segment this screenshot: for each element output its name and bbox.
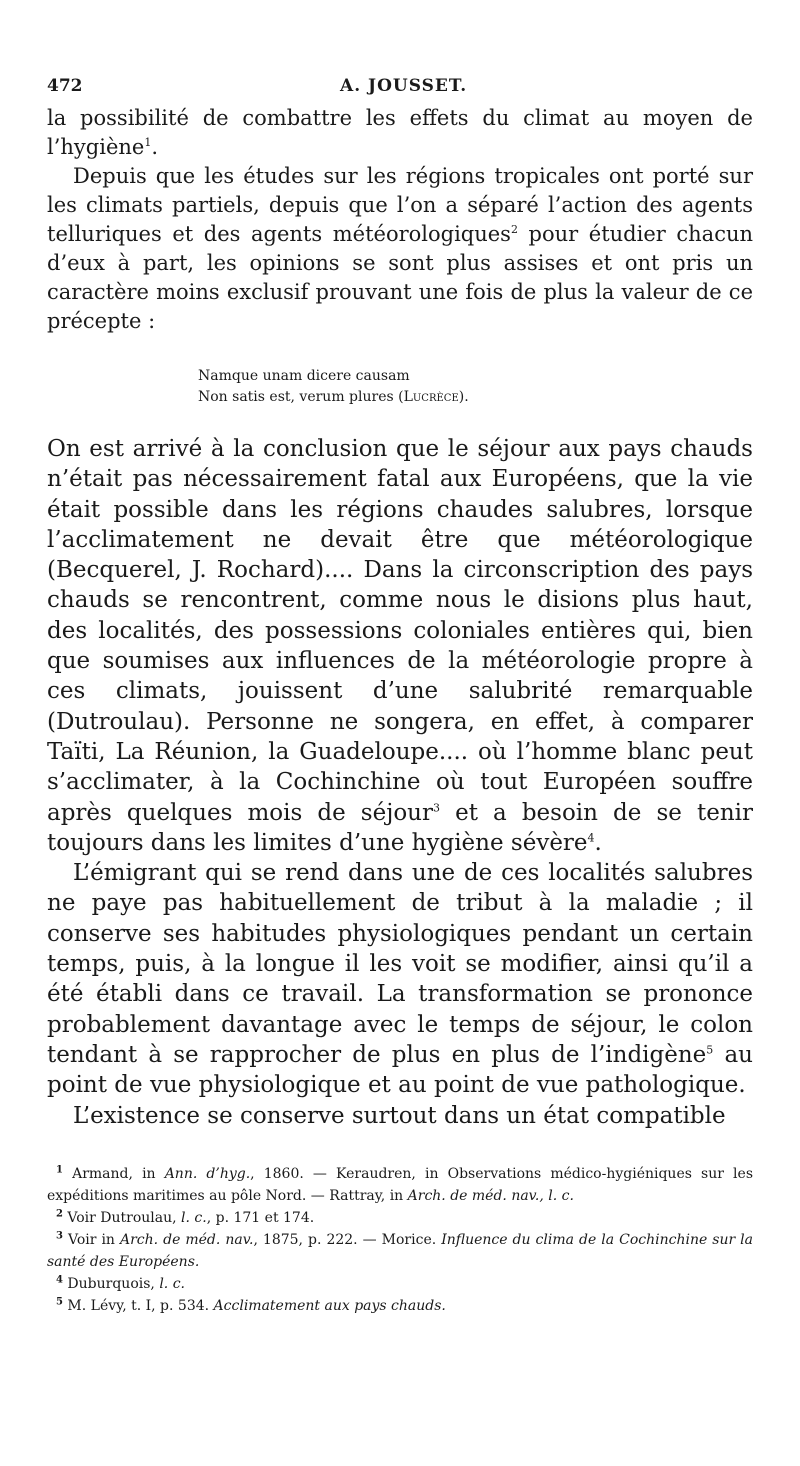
paragraph-3-text-a: On est arrivé à la conclusion que le séjour aux pays chauds n’était pas nécessairement fatal aux Européens, que la vie était possible dans les régions chaudes salubres, lorsque l’acclimatement ne devait être que météorologique (Becquerel, J. Rochard).... Dans la circonscription des pays chauds se rencontrent, comme nous le disions plus haut, des localités, des possessions coloniales entières qui, bien que soumises aux influences de la météorologie propre à ces climats, jouissent d’une salubrité remarquable (Dutroulau). Personne ne songera, en effet, à comparer Taïti, La Réunion, la Guadeloupe.... où l’homme blanc peut s’acclimater, à la Cochinchine où tout Européen souffre après quelques mois de séjour (47, 436, 753, 826)
footnote-5-title: Acclimatement aux pays chauds. (213, 1297, 446, 1314)
footnote-3-number: 3 (56, 1230, 63, 1242)
quote-line-2-text: Non satis est, verum plures (198, 389, 394, 405)
footnote-5-text-a: M. Lévy, t. I, p. 534. (67, 1297, 214, 1314)
footnote-ref-3: 3 (433, 800, 440, 814)
quote-attribution: (Lucrèce). (398, 389, 469, 405)
footnote-ref-2: 2 (510, 223, 518, 236)
footnote-1-journal: Ann. d’hyg. (164, 1165, 251, 1182)
footnote-4-ref: l. c. (159, 1275, 185, 1292)
footnote-2-number: 2 (56, 1208, 63, 1220)
footnote-1 (47, 1163, 753, 1207)
footnote-3-text-a: Voir in (68, 1231, 120, 1248)
paragraph-5 (47, 1101, 753, 1131)
page-number: 472 (47, 76, 83, 96)
footnote-ref-1: 1 (144, 136, 152, 149)
paragraph-1-text: la possibilité de combattre les effets du climat au moyen de l’hygiène (47, 106, 753, 159)
footnote-2-text-b: , p. 171 et 174. (206, 1209, 315, 1226)
paragraph-4-text-b: au point de vue physiologique et au point de vue pathologique. (47, 1041, 753, 1099)
paragraph-2-text-b: pour étudier chacun d’eux à part, les opinions se sont plus assises et ont pris un caractère moins exclusif prouvant une fois de plus la valeur de ce précepte : (47, 222, 754, 333)
footnote-1-number: 1 (56, 1164, 63, 1176)
upper-body (47, 104, 753, 336)
paragraph-1-end: . (151, 135, 159, 159)
footnote-1-text-b: , 1860. — Keraudren, in Observations médico-hygiéniques sur les expéditions maritimes au pôle Nord. — Rattray, in (47, 1165, 754, 1204)
footnote-5-number: 5 (56, 1296, 63, 1308)
lower-body (47, 434, 753, 1131)
quote-line-1: Namque unam dicere causam (198, 368, 410, 384)
footnote-1-text-a: Armand, in (72, 1165, 165, 1182)
footnote-ref-5: 5 (706, 1043, 714, 1057)
paragraph-4-text-a: L’émigrant qui se rend dans une de ces localités salubres ne paye pas habituellement de tribut à la maladie ; il conserve ses habitudes physiologiques pendant un certain temps, puis, à la longue il les voit se modifier, ainsi qu’il a été établi dans ce travail. La transformation se prononce probablement davantage avec le temps de séjour, le colon tendant à se rapprocher de plus en plus de l’indigène (47, 860, 753, 1068)
footnote-3-text-b: , 1875, p. 222. — Morice. (253, 1231, 442, 1248)
page-header (47, 68, 753, 104)
quote-line-2 (198, 387, 753, 408)
footnote-2-text-a: Voir Dutroulau, (67, 1209, 182, 1226)
latin-quote (198, 366, 753, 408)
paragraph-2-text-a: Depuis que les études sur les régions tropicales ont porté sur les climats partiels, depuis que l’on a séparé l’action des agents telluriques et des agents météorologiques (47, 164, 753, 246)
paragraph-3-text-c: . (594, 829, 602, 856)
footnote-2-ref: l. c. (181, 1209, 207, 1226)
book-page (47, 68, 753, 1317)
footnote-4-number: 4 (56, 1274, 63, 1286)
running-head: A. JOUSSET. (340, 76, 468, 96)
paragraph-2 (47, 162, 753, 336)
footnote-3-journal: Arch. de méd. nav. (119, 1231, 254, 1248)
paragraph-3 (47, 434, 753, 858)
footnote-5 (47, 1295, 753, 1317)
paragraph-3-text-b: et a besoin de se tenir toujours dans les limites d’une hygiène sévère (47, 799, 753, 856)
footnote-4-text-a: Duburquois, (67, 1275, 160, 1292)
paragraph-1 (47, 104, 753, 162)
footnote-2 (47, 1207, 753, 1229)
footnote-3 (47, 1229, 753, 1273)
paragraph-5-text: L’existence se conserve surtout dans un état compatible (73, 1102, 726, 1129)
footnote-3-title: Influence du clima de la Cochinchine sur la santé des Européens. (47, 1231, 754, 1270)
footnote-4 (47, 1273, 753, 1295)
paragraph-4 (47, 858, 753, 1100)
footnote-1-ref: Arch. de méd. nav., l. c. (407, 1187, 574, 1204)
footnote-ref-4: 4 (587, 831, 595, 845)
footnotes (47, 1163, 753, 1317)
